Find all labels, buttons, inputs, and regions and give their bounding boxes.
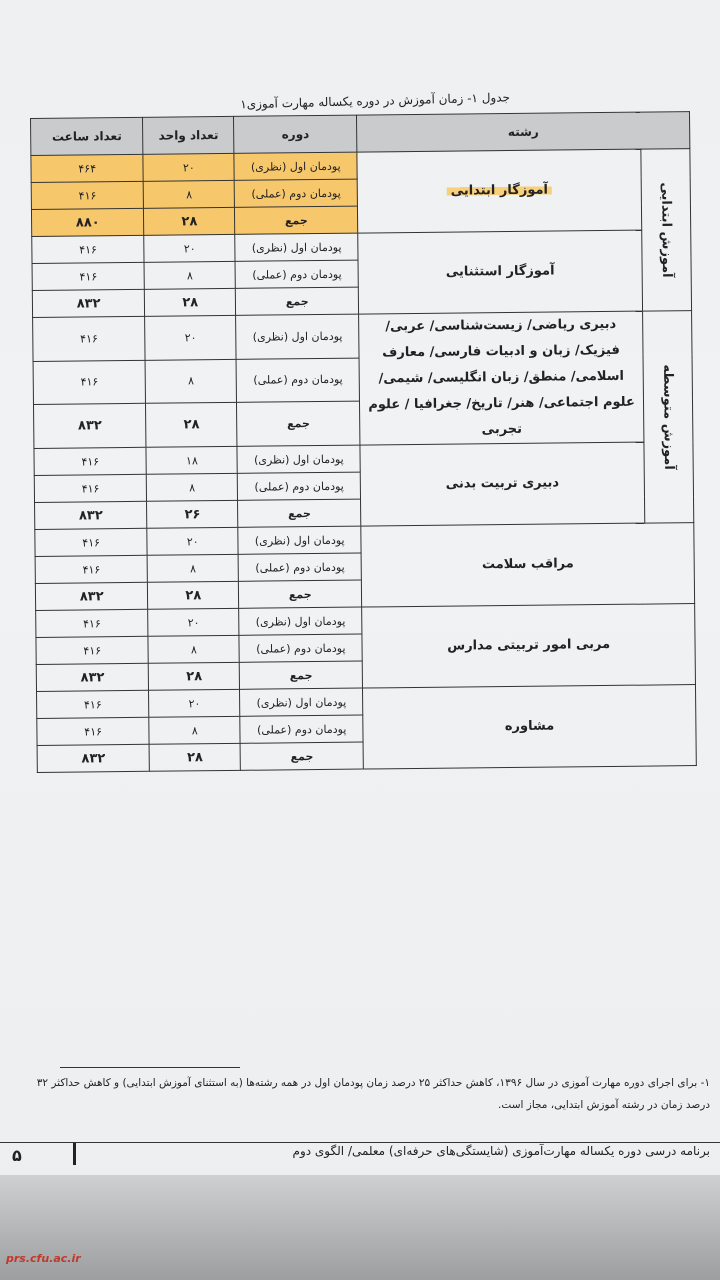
footnote-divider [60, 1067, 240, 1068]
course-cell: پودمان دوم (عملی) [239, 634, 362, 662]
footer-separator [73, 1143, 76, 1165]
course-cell: پودمان اول (نظری) [237, 445, 360, 473]
units-cell: ۲۶ [147, 500, 238, 528]
field-cell [357, 149, 641, 233]
course-cell: پودمان اول (نظری) [236, 314, 359, 359]
units-cell: ۲۸ [149, 743, 240, 771]
units-cell: ۲۸ [148, 581, 239, 609]
hours-cell: ۴۱۶ [37, 690, 150, 718]
level-secondary: آموزش متوسطه [642, 311, 693, 524]
hours-cell: ۴۱۶ [34, 447, 147, 475]
units-cell: ۲۰ [149, 689, 240, 717]
course-cell: پودمان اول (نظری) [240, 688, 363, 716]
course-cell: پودمان دوم (عملی) [238, 472, 361, 500]
field-name: مشاوره [363, 685, 697, 769]
course-cell: پودمان اول (نظری) [234, 152, 357, 180]
hours-cell: ۴۱۶ [33, 360, 146, 405]
hours-cell: ۸۳۲ [35, 582, 148, 610]
units-cell: ۲۸ [146, 403, 237, 448]
hours-cell: ۴۶۴ [31, 154, 144, 182]
course-cell: پودمان دوم (عملی) [238, 553, 361, 581]
header-course: دوره [234, 115, 357, 153]
hours-cell: ۸۳۲ [36, 663, 149, 691]
hours-cell: ۸۳۲ [34, 404, 147, 449]
hours-cell: ۸۳۲ [35, 501, 148, 529]
units-cell: ۲۰ [145, 315, 236, 360]
table-row [34, 442, 693, 476]
units-cell: ۲۸ [149, 662, 240, 690]
hours-cell: ۴۱۶ [35, 528, 148, 556]
course-cell: پودمان اول (نظری) [235, 233, 358, 261]
hours-cell: ۸۳۲ [37, 744, 150, 772]
units-cell: ۸ [145, 359, 236, 404]
course-cell: جمع [235, 206, 358, 234]
header-field: رشته [357, 112, 690, 152]
course-cell: جمع [237, 401, 360, 446]
units-cell: ۸ [149, 716, 240, 744]
course-cell: پودمان اول (نظری) [238, 526, 361, 554]
units-cell: ۸ [144, 261, 235, 289]
hours-cell: ۴۱۶ [35, 555, 148, 583]
hours-cell: ۴۱۶ [36, 636, 149, 664]
hours-cell: ۴۱۶ [31, 181, 144, 209]
course-cell: جمع [236, 287, 359, 315]
field-name: مربی امور تربیتی مدارس [362, 604, 696, 688]
units-cell: ۸ [147, 554, 238, 582]
table-row [33, 311, 692, 362]
table-row [37, 685, 696, 719]
table-row [35, 523, 694, 557]
footer-divider [0, 1142, 720, 1143]
field-name: مراقب سلامت [361, 523, 695, 607]
hours-cell: ۸۸۰ [31, 208, 144, 236]
units-cell: ۲۰ [147, 527, 238, 555]
hours-cell: ۴۱۶ [34, 474, 147, 502]
table-caption: جدول ۱- زمان آموزش در دوره یکساله مهارت آموزی۱ [240, 90, 511, 112]
table-row [36, 604, 695, 638]
units-cell: ۸ [147, 473, 238, 501]
units-cell: ۲۸ [145, 288, 236, 316]
running-footer: برنامه درسی دوره یکساله مهارت‌آموزی (شایستگی‌های حرفه‌ای) معلمی/ الگوی دوم [292, 1144, 710, 1158]
photo-shadow [0, 1175, 720, 1280]
field-name: دبیری ریاضی/ زیست‌شناسی/ عربی/ فیزیک/ زبان و ادبیات فارسی/ معارف اسلامی/ منطق/ زبان انگلیسی/ شیمی/ علوم اجتماعی/ هنر/ تاریخ/ جغرافیا / علوم تجربی [359, 311, 644, 445]
course-cell: جمع [239, 580, 362, 608]
units-cell: ۲۰ [148, 608, 239, 636]
hours-cell: ۴۱۶ [32, 262, 145, 290]
field-name: آموزگار ابتدایی [447, 183, 552, 199]
course-cell: پودمان دوم (عملی) [236, 358, 359, 403]
hours-cell: ۴۱۶ [37, 717, 150, 745]
course-cell: جمع [240, 742, 363, 770]
field-name: دبیری تربیت بدنی [360, 442, 644, 526]
course-cell: پودمان دوم (عملی) [234, 179, 357, 207]
level-primary: آموزش ابتدایی [641, 149, 692, 312]
hours-cell: ۸۳۲ [32, 289, 145, 317]
page-number: ۵ [12, 1146, 22, 1165]
units-cell: ۲۰ [143, 153, 234, 181]
course-cell: جمع [239, 661, 362, 689]
course-cell: پودمان دوم (عملی) [235, 260, 358, 288]
units-cell: ۸ [144, 180, 235, 208]
hours-cell: ۴۱۶ [36, 609, 149, 637]
footnote: ۱- برای اجرای دوره مهارت آموزی در سال ۱۳۹۶، کاهش حداکثر ۲۵ درصد زمان پودمان اول در همه رشته‌ها (به استثنای آموزش ابتدایی) و کاهش حداکثر ۳۲ درصد زمان در رشته آموزش ابتدایی، مجاز است. [36, 1077, 710, 1111]
units-cell: ۱۸ [146, 446, 237, 474]
table-row [31, 149, 690, 183]
table-row [32, 230, 691, 264]
watermark: prs.cfu.ac.ir [6, 1252, 81, 1265]
hours-cell: ۴۱۶ [32, 235, 145, 263]
field-name: آموزگار استثنایی [358, 230, 642, 314]
units-cell: ۸ [148, 635, 239, 663]
units-cell: ۲۸ [144, 207, 235, 235]
training-time-table [30, 111, 697, 773]
course-cell: پودمان دوم (عملی) [240, 715, 363, 743]
header-units: تعداد واحد [143, 116, 234, 154]
hours-cell: ۴۱۶ [33, 316, 146, 361]
header-hours: تعداد ساعت [31, 117, 144, 155]
course-cell: پودمان اول (نظری) [239, 607, 362, 635]
course-cell: جمع [238, 499, 361, 527]
units-cell: ۲۰ [144, 234, 235, 262]
